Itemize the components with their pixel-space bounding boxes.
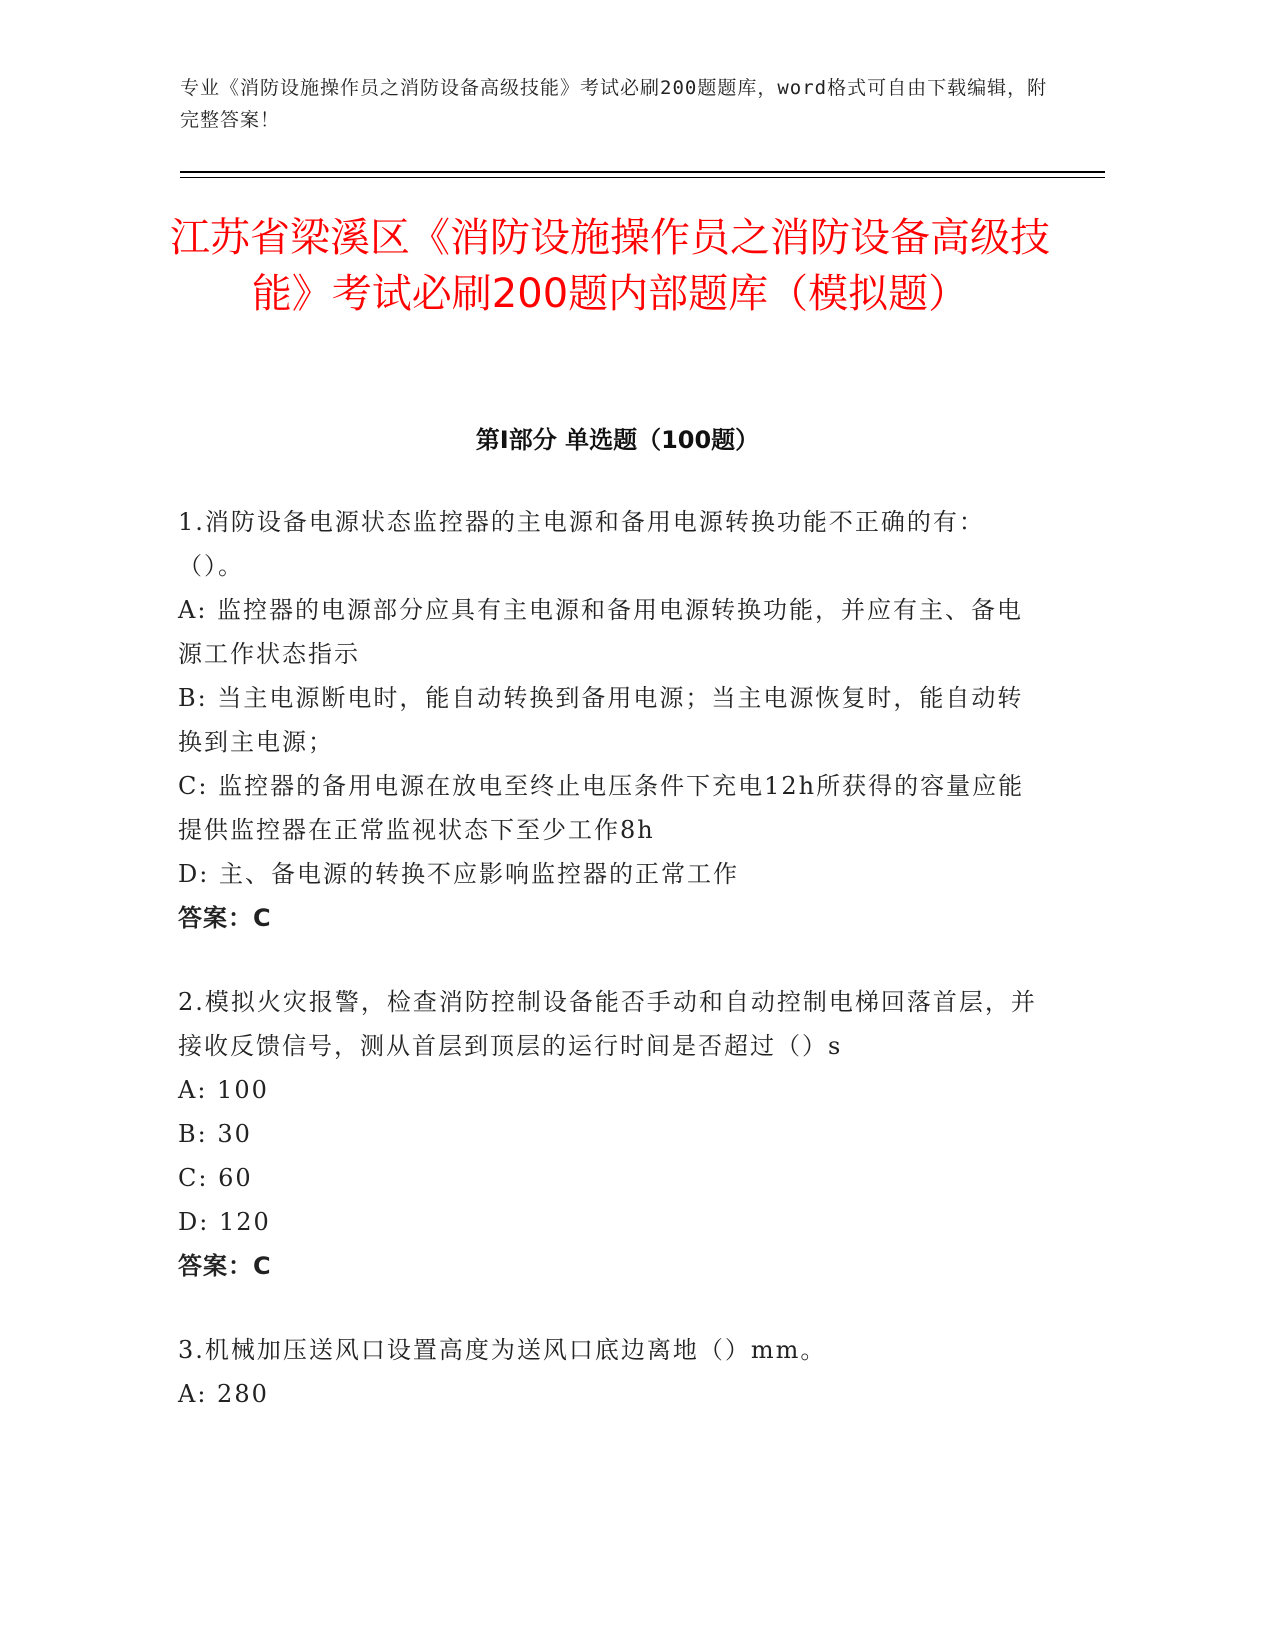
header-rule-thin bbox=[180, 177, 1105, 178]
answer-line: 答案：C bbox=[178, 1252, 272, 1280]
option-a: A: 280 bbox=[178, 1380, 269, 1408]
option-b: B: 30 bbox=[178, 1120, 252, 1148]
document-title: 江苏省梁溪区《消防设施操作员之消防设备高级技能》考试必刷200题内部题库（模拟题） bbox=[170, 215, 1050, 317]
question-3 bbox=[178, 1328, 1038, 1416]
header-rule-thick bbox=[180, 171, 1105, 173]
option-b: B: 当主电源断电时，能自动转换到备用电源；当主电源恢复时，能自动转换到主电源； bbox=[178, 684, 1024, 756]
option-c: C: 监控器的备用电源在放电至终止电压条件下充电12h所获得的容量应能提供监控器在正常监视状态下至少工作8h bbox=[178, 772, 1025, 844]
option-a: A: 100 bbox=[178, 1076, 269, 1104]
question-stem: 2.模拟火灾报警，检查消防控制设备能否手动和自动控制电梯回落首层，并接收反馈信号，测从首层到顶层的运行时间是否超过（）s bbox=[178, 988, 1037, 1060]
question-1 bbox=[178, 500, 1038, 940]
question-2 bbox=[178, 980, 1038, 1288]
option-a: A: 监控器的电源部分应具有主电源和备用电源转换功能，并应有主、备电源工作状态指示 bbox=[178, 596, 1024, 668]
section-heading: 第I部分 单选题（100题） bbox=[475, 426, 760, 454]
option-c: C: 60 bbox=[178, 1164, 253, 1192]
header-note: 专业《消防设施操作员之消防设备高级技能》考试必刷200题题库，word格式可自由下载编辑，附完整答案！ bbox=[180, 77, 1048, 131]
option-d: D: 主、备电源的转换不应影响监控器的正常工作 bbox=[178, 860, 739, 888]
option-d: D: 120 bbox=[178, 1208, 271, 1236]
question-list bbox=[178, 500, 1038, 1456]
answer-line: 答案：C bbox=[178, 904, 272, 932]
question-stem: 3.机械加压送风口设置高度为送风口底边离地（）mm。 bbox=[178, 1336, 827, 1364]
question-stem: 1.消防设备电源状态监控器的主电源和备用电源转换功能不正确的有：（）。 bbox=[178, 508, 985, 580]
